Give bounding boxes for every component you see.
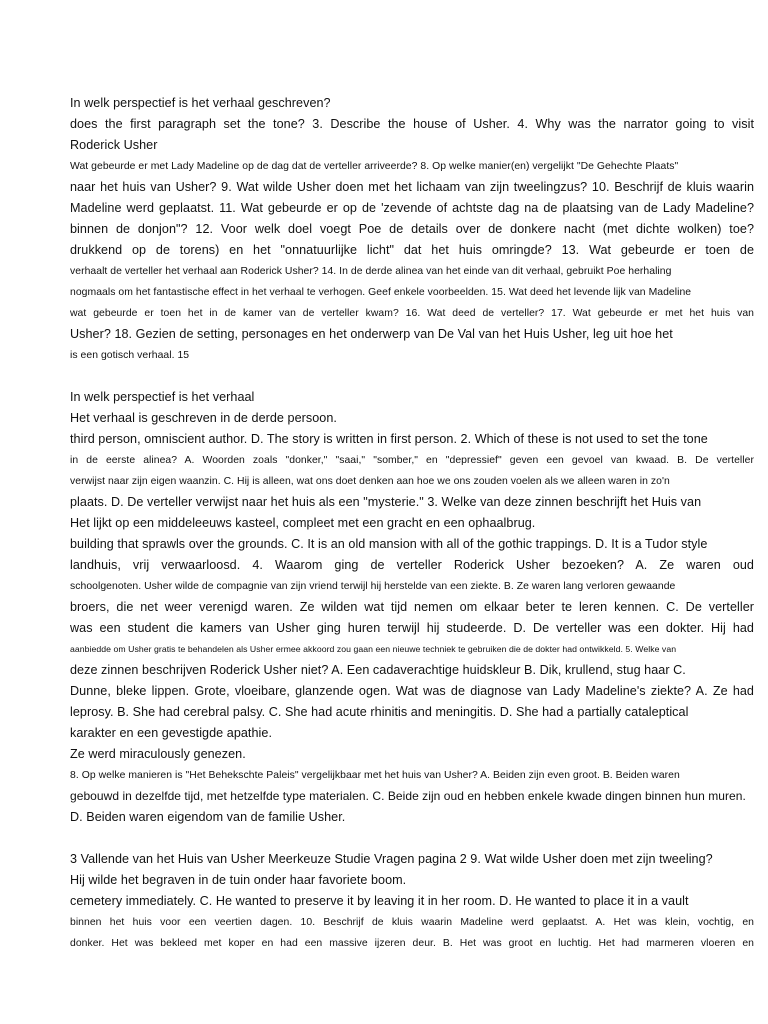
text-line: plaats. D. De verteller verwijst naar het huis als een "mysterie." 3. Welke van deze zinnen beschrijft het Huis van [70,495,702,509]
section-questions [70,93,754,366]
text-line: landhuis, vrij verwaarloosd. 4. Waarom ging de verteller Roderick Usher bezoeken? A. Ze waren oud [70,558,754,572]
text-line: In welk perspectief is het verhaal [70,390,255,404]
text-line: nogmaals om het fantastische effect in het verhaal te verhogen. Geef enkele voorbeelden. 15. Wat deed het levende lijk van Madeline [70,287,692,298]
text-line: karakter en een gevestigde apathie. [70,726,272,740]
text-line: building that sprawls over the grounds. C. It is an old mansion with all of the gothic trappings. D. It is a Tudor style [70,537,708,551]
text-line: Het lijkt op een middeleeuws kasteel, compleet met een gracht en een ophaalbrug. [70,516,536,530]
text-line: donker. Het was bekleed met koper en had een massive ijzeren deur. B. Het was groot en luchtig. Het had marmeren vloeren en [70,938,754,949]
text-line: is een gotisch verhaal. 15 [70,350,190,361]
text-line: binnen de donjon"? 12. Voor welk doel voegt Poe de details over de donkere nacht (met dichte wolken) toe? [70,222,754,236]
text-line: wat gebeurde er toen het in de kamer van de verteller kwam? 16. Wat deed de verteller? 17. Wat gebeurde er met het huis van [70,308,754,319]
text-line: Hij wilde het begraven in de tuin onder haar favoriete boom. [70,873,407,887]
text-line: cemetery immediately. C. He wanted to preserve it by leaving it in her room. D. He wanted to place it in a vault [70,894,689,908]
text-line: Ze werd miraculously genezen. [70,747,246,761]
text-line: schoolgenoten. Usher wilde de compagnie van zijn vriend terwijl hij herstelde van een ziekte. B. Ze waren lang verloren gewaande [70,581,676,592]
paragraph-gap [70,828,754,849]
paragraph-gap [70,366,754,387]
text-line: deze zinnen beschrijven Roderick Usher niet? A. Een cadaverachtige huidskleur B. Dik, krullend, stug haar C. [70,663,686,677]
text-line: Dunne, bleke lippen. Grote, vloeibare, glanzende ogen. Wat was de diagnose van Lady Madeline's ziekte? A. Ze had [70,684,754,698]
text-line: verwijst naar zijn eigen waanzin. C. Hij is alleen, wat ons doet denken aan hoe we ons zouden voelen als we alleen waren in zo'n [70,476,670,487]
text-line: does the first paragraph set the tone? 3. Describe the house of Usher. 4. Why was the narrator going to visit [70,117,754,131]
section-answers-2 [70,849,754,954]
text-line: Madeline werd geplaatst. 11. Wat gebeurde er op de 'zevende of achtste dag na de plaatsing van de Lady Madeline? [70,201,754,215]
text-line: drukkend op de torens) en het "onnatuurlijke licht" dat het huis omringde? 13. Wat gebeurde er toen de [70,243,754,257]
text-line: verhaalt de verteller het verhaal aan Roderick Usher? 14. In de derde alinea van het einde van dit verhaal, gebruikt Poe herhaling [70,266,672,277]
text-line: In welk perspectief is het verhaal geschreven? [70,96,331,110]
text-line: aanbiedde om Usher gratis te behandelen als Usher ermee akkoord zou gaan een nieuwe techniek te gebruiken die de dokter had ontwikkeld. 5. Welke van [70,644,677,654]
text-line: Het verhaal is geschreven in de derde persoon. [70,411,337,425]
text-line: broers, die net weer verenigd waren. Ze wilden wat tijd nemen om elkaar beter te leren kennen. C. De verteller [70,600,754,614]
text-line: leprosy. B. She had cerebral palsy. C. She had acute rhinitis and meningitis. D. She had a partially cataleptical [70,705,689,719]
text-line: binnen het huis voor een veertien dagen. 10. Beschrijf de kluis waarin Madeline werd geplaatst. A. Het was klein, vochtig, en [70,917,754,928]
document-page [70,93,754,954]
text-line: naar het huis van Usher? 9. Wat wilde Usher doen met het lichaam van zijn tweelingzus? 10. Beschrijf de kluis waarin [70,180,754,194]
text-line: was een student die kamers van Usher ging huren terwijl hij studeerde. D. De verteller was een dokter. Hij had [70,621,754,635]
text-line: 8. Op welke manieren is "Het Behekschte Paleis" vergelijkbaar met het huis van Usher? A. Beiden zijn even groot. B. Beiden waren [70,770,680,781]
text-line: in de eerste alinea? A. Woorden zoals "donker," "saai," "somber," en "depressief" geven een gevoel van kwaad. B. De verteller [70,455,754,466]
text-line: 3 Vallende van het Huis van Usher Meerkeuze Studie Vragen pagina 2 9. Wat wilde Usher doen met zijn tweeling? [70,852,713,866]
text-line: third person, omniscient author. D. The story is written in first person. 2. Which of these is not used to set the tone [70,432,708,446]
text-line: Wat gebeurde er met Lady Madeline op de dag dat de verteller arriveerde? 8. Op welke manier(en) vergelijkt "De Gehechte Plaats" [70,161,679,172]
section-answers-1 [70,387,754,828]
text-line: D. Beiden waren eigendom van de familie Usher. [70,810,346,824]
text-line: Usher? 18. Gezien de setting, personages en het onderwerp van De Val van het Huis Usher, leg uit hoe het [70,327,673,341]
text-line: gebouwd in dezelfde tijd, met hetzelfde type materialen. C. Beide zijn oud en hebben enkele kwade dingen binnen hun muren. [70,789,746,803]
text-line: Roderick Usher [70,138,158,152]
